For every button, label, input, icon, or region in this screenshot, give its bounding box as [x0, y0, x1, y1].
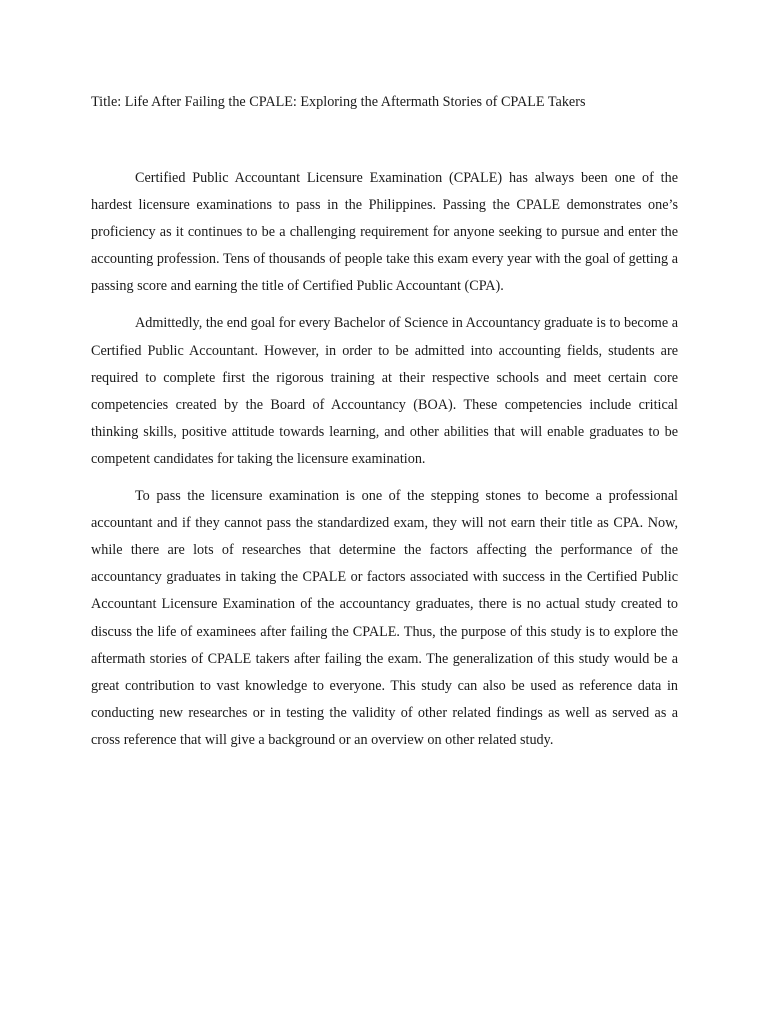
paragraph-3: To pass the licensure examination is one of the stepping stones to become a professional accountant and if they cannot pass the standardized exam, they will not earn their title as CPA. Now, while there are lots of researches that determine the factors affecting the performance of the accountancy graduates in taking the CPALE or factors associated with success in the Certified Public Accountant Licensure Examination of the accountancy graduates, there is no actual study created to discuss the life of examinees after failing the CPALE. Thus, the purpose of this study is to explore the aftermath stories of CPALE takers after failing the exam. The generalization of this study would be a great contribution to vast knowledge to everyone. This study can also be used as reference data in conducting new researches or in testing the validity of other related findings as well as served as a cross reference that will give a background or an overview on other related study.	[91, 488, 678, 748]
document-body	[91, 165, 678, 764]
paragraph-2: Admittedly, the end goal for every Bachelor of Science in Accountancy graduate is to become a Certified Public Accountant. However, in order to be admitted into accounting fields, students are required to complete first the rigorous training at their respective schools and meet certain core competencies created by the Board of Accountancy (BOA). These competencies include critical thinking skills, positive attitude towards learning, and other abilities that will enable graduates to be competent candidates for taking the licensure examination.	[91, 315, 678, 467]
document-title: Title: Life After Failing the CPALE: Exploring the Aftermath Stories of CPALE Takers	[91, 94, 586, 110]
paragraph-1: Certified Public Accountant Licensure Examination (CPALE) has always been one of the hardest licensure examinations to pass in the Philippines. Passing the CPALE demonstrates one’s proficiency as it continues to be a challenging requirement for anyone seeking to pursue and enter the accounting profession. Tens of thousands of people take this exam every year with the goal of getting a passing score and earning the title of Certified Public Accountant (CPA).	[91, 170, 678, 295]
